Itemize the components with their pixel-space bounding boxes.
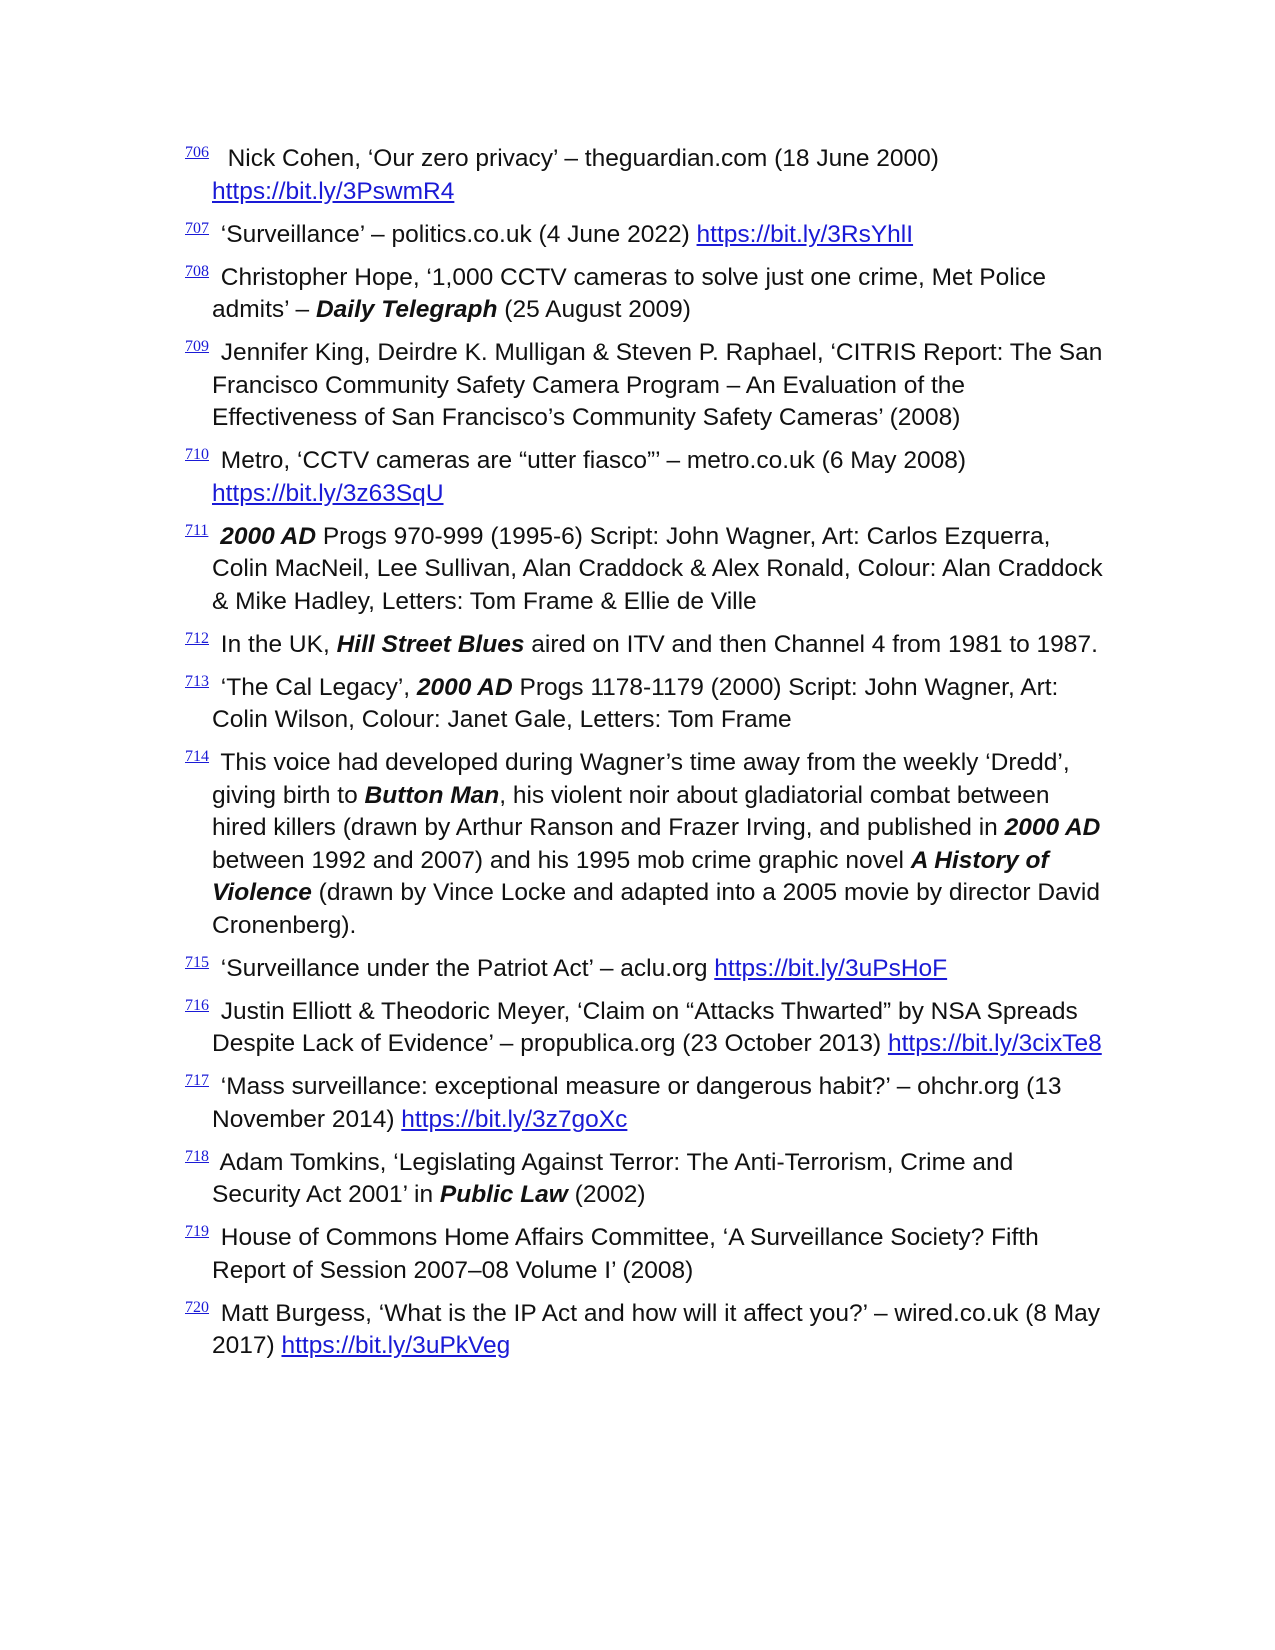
footnote-number-link[interactable]: 708	[185, 262, 209, 280]
footnote-text: In the UK,	[214, 630, 337, 658]
footnote-720	[185, 1298, 1105, 1363]
footnote-text: Progs 970-999 (1995-6) Script: John Wagner, Art: Carlos Ezquerra, Colin MacNeil, Lee Sullivan, Alan Craddock & Alex Ronald, Colour: Alan Craddock & Mike Hadley, Letters: Tom Frame & Ellie de Ville	[212, 522, 1110, 615]
footnote-number-link[interactable]: 706	[185, 144, 209, 161]
footnote-text: ‘Surveillance’ – politics.co.uk (4 June 2022)	[214, 220, 697, 248]
footnote-number-link[interactable]: 714	[185, 748, 209, 765]
footnote-710	[185, 445, 1105, 510]
footnote-text: aired on ITV and then Channel 4 from 1981 to 1987.	[524, 630, 1098, 658]
footnote-number-link[interactable]: 719	[185, 1223, 209, 1240]
footnote-text: ‘Surveillance under the Patriot Act’ – aclu.org	[214, 954, 715, 982]
footnote-708	[185, 262, 1105, 327]
footnote-text: , his violent noir about gladiatorial combat between hired killers (drawn by Arthur Ranson and Frazer Irving, and published in	[212, 781, 1057, 841]
footnote-number-link[interactable]: 718	[185, 1147, 209, 1165]
footnote-text: House of Commons Home Affairs Committee, ‘A Surveillance Society? Fifth Report of Session 2007–08 Volume I’ (2008)	[212, 1224, 1046, 1284]
footnote-url-link[interactable]: https://bit.ly/3uPkVeg	[281, 1332, 511, 1359]
publication-title: A History of Violence	[212, 846, 1056, 906]
footnote-number-link[interactable]: 717	[185, 1072, 209, 1089]
publication-title: 2000 AD	[416, 673, 513, 701]
footnote-text: Adam Tomkins, ‘Legislating Against Terror: The Anti-Terrorism, Crime and Security Act 2001’ in	[212, 1148, 1021, 1208]
footnote-number-link[interactable]: 712	[185, 629, 209, 647]
footnote-717	[185, 1071, 1105, 1136]
footnote-706	[185, 143, 1105, 208]
footnote-712	[185, 629, 1105, 662]
footnote-number-link[interactable]: 711	[185, 521, 209, 539]
footnote-text: Jennifer King, Deirdre K. Mulligan & Steven P. Raphael, ‘CITRIS Report: The San Francisco Community Safety Camera Program – An Evaluation of the Effectiveness of San Francisco’s Community Safety Cameras’ (2008)	[212, 339, 1110, 431]
footnote-718	[185, 1147, 1105, 1212]
publication-title: Daily Telegraph	[315, 296, 498, 323]
publication-title: 2000 AD	[1004, 814, 1101, 841]
footnote-url-link[interactable]: https://bit.ly/3z7goXc	[401, 1105, 628, 1133]
footnote-number-link[interactable]: 716	[185, 996, 209, 1014]
footnote-url-link[interactable]: https://bit.ly/3RsYhlI	[696, 220, 914, 248]
footnote-url-link[interactable]: https://bit.ly/3cixTe8	[887, 1030, 1102, 1057]
footnote-719	[185, 1222, 1105, 1287]
footnote-text: ‘Mass surveillance: exceptional measure or dangerous habit?’ – ohchr.org (13 November 2014)	[212, 1073, 1069, 1133]
footnote-711	[185, 521, 1110, 619]
publication-title: Public Law	[439, 1181, 568, 1208]
footnote-number-link[interactable]: 720	[185, 1298, 209, 1316]
publication-title: Button Man	[364, 781, 500, 809]
footnote-text: Progs 1178-1179 (2000) Script: John Wagner, Art: Colin Wilson, Colour: Janet Gale, Letters: Tom Frame	[212, 673, 1066, 733]
footnote-text: Nick Cohen, ‘Our zero privacy’ – theguardian.com (18 June 2000)	[214, 145, 946, 172]
footnote-text: between 1992 and 2007) and his 1995 mob crime graphic novel	[212, 814, 1108, 874]
footnote-text: Justin Elliott & Theodoric Meyer, ‘Claim on “Attacks Thwarted” by NSA Spreads Despite Lack of Evidence’ – propublica.org (23 October 2013)	[212, 997, 1085, 1057]
footnote-number-link[interactable]: 715	[185, 953, 209, 971]
footnote-text: (25 August 2009)	[497, 296, 691, 323]
footnote-707	[185, 219, 1105, 252]
footnote-716	[185, 996, 1105, 1061]
footnote-url-link[interactable]: https://bit.ly/3z63SqU	[212, 479, 444, 507]
footnote-number-link[interactable]: 710	[185, 446, 209, 463]
footnote-714	[185, 747, 1108, 942]
footnote-text: This voice had developed during Wagner’s time away from the weekly ‘Dredd’, giving birth to	[212, 749, 1077, 809]
footnote-715	[185, 953, 1105, 986]
footnote-text: ‘The Cal Legacy’,	[214, 673, 417, 701]
footnote-text: Christopher Hope, ‘1,000 CCTV cameras to solve just one crime, Met Police admits’ –	[212, 263, 1053, 323]
publication-title: 2000 AD	[220, 522, 317, 550]
footnote-text: Metro, ‘CCTV cameras are “utter fiasco”’ – metro.co.uk (6 May 2008)	[214, 447, 973, 474]
publication-title: Hill Street Blues	[336, 630, 525, 658]
footnote-text: Matt Burgess, ‘What is the IP Act and how will it affect you?’ – wired.co.uk (8 May 2017)	[212, 1299, 1107, 1359]
footnote-713	[185, 672, 1105, 737]
footnote-list	[185, 143, 1110, 1373]
footnote-number-link[interactable]: 709	[185, 338, 209, 355]
footnote-709	[185, 337, 1110, 435]
footnote-url-link[interactable]: https://bit.ly/3PswmR4	[212, 177, 455, 205]
footnote-number-link[interactable]: 707	[185, 219, 209, 237]
footnote-number-link[interactable]: 713	[185, 672, 209, 690]
footnote-url-link[interactable]: https://bit.ly/3uPsHoF	[714, 954, 948, 982]
footnote-text: (2002)	[567, 1181, 646, 1208]
footnote-text: (drawn by Vince Locke and adapted into a 2005 movie by director David Cronenberg).	[212, 879, 1107, 939]
